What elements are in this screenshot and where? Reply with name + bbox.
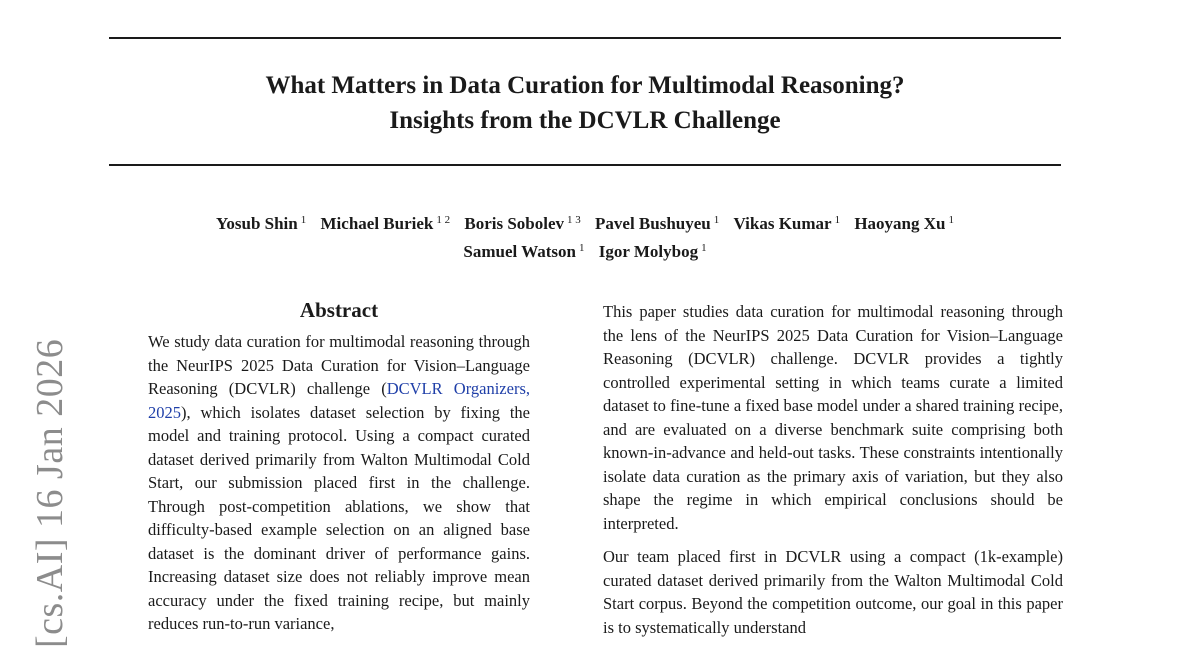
affiliation-mark: 1 bbox=[579, 242, 585, 254]
affiliation-mark: 1 bbox=[713, 214, 720, 226]
author: Pavel Bushuyeu $^1$ bbox=[595, 214, 720, 233]
affiliation-mark: 1 bbox=[948, 214, 954, 226]
abstract-heading: Abstract bbox=[299, 298, 379, 322]
author-line-1 bbox=[109, 208, 1061, 236]
abstract-body bbox=[148, 330, 530, 646]
author: Michael Buriek $^{1 2}$ bbox=[320, 214, 451, 233]
arxiv-side-stamp: [cs.AI] 16 Jan 2026 bbox=[29, 338, 71, 648]
author: Boris Sobolev $^{1 3}$ bbox=[464, 214, 581, 233]
affiliation-mark: 1 3 bbox=[567, 214, 581, 226]
affiliation-mark: 1 bbox=[701, 242, 707, 254]
affiliation-mark: 1 2 bbox=[436, 214, 451, 226]
paper-title bbox=[109, 68, 1061, 138]
author: Vikas Kumar $^1$ bbox=[733, 214, 841, 233]
paper-title-line-2: Insights from the DCVLR Challenge bbox=[389, 107, 781, 134]
title-bottom-rule bbox=[109, 164, 1061, 166]
affiliation-mark: 1 bbox=[834, 214, 841, 226]
author: Yosub Shin $^1$ bbox=[215, 214, 307, 233]
introduction-body bbox=[603, 300, 1063, 648]
author: Samuel Watson $^1$ bbox=[463, 242, 585, 261]
author-list bbox=[109, 208, 1061, 264]
affiliation-mark: 1 bbox=[300, 214, 307, 226]
paper-title-line-1: What Matters in Data Curation for Multimodal Reasoning? bbox=[265, 72, 905, 99]
author: Igor Molybog $^1$ bbox=[598, 242, 707, 261]
title-top-rule bbox=[109, 37, 1061, 39]
intro-paragraph-2: Our team placed first in DCVLR using a compact (1k-example) curated dataset derived primarily from the Walton Multimodal Cold Start corpus. Beyond the competition outcome, our goal in this paper is to systematically understand bbox=[603, 547, 1063, 637]
author-line-2 bbox=[109, 236, 1061, 264]
intro-paragraph-1: This paper studies data curation for multimodal reasoning through the lens of the NeurIPS 2025 Data Curation for Vision–Language Reasoning (DCVLR) challenge. DCVLR provides a tightly controlled experimental setting in which teams curate a limited dataset to fine-tune a fixed base model under a shared training recipe, and are evaluated on a diverse benchmark suite comprising both known-in-advance and held-out tasks. These constraints intentionally isolate data curation as the primary axis of variation, but they also shape the regime in which empirical conclusions should be interpreted. bbox=[603, 302, 1063, 533]
author: Haoyang Xu $^1$ bbox=[854, 214, 954, 233]
citation-link[interactable]: DCVLR Organizers, 2025 bbox=[148, 379, 530, 422]
abstract-paragraph: We study data curation for multimodal reasoning through the NeurIPS 2025 Data Curation for Vision–Language Reasoning (DCVLR) challenge (DCVLR Organizers, 2025), which isolates dataset selection by fixing the model and training protocol. Using a compact curated dataset derived primarily from Walton Multimodal Cold Start, our submission placed first in the challenge. Through post-competition ablations, we show that difficulty-based example selection on an aligned base dataset is the dominant driver of performance gains. Increasing dataset size does not reliably improve mean accuracy under the fixed training recipe, but mainly reduces run-to-run variance, bbox=[148, 332, 530, 633]
